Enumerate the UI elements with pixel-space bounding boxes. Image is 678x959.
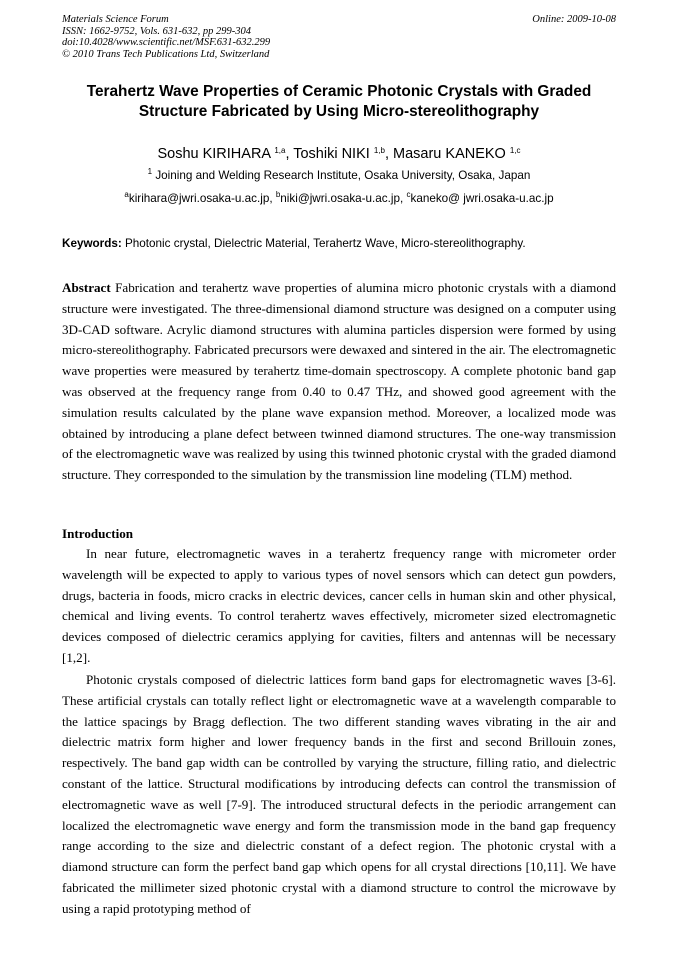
abstract-label: Abstract bbox=[62, 280, 111, 295]
journal-header bbox=[62, 14, 270, 60]
abstract-text: Fabrication and terahertz wave properties of alumina micro photonic crystals with a diamond structure were investigated. The three-dimensional diamond structure was designed on a computer using 3D-CAD software. Acrylic diamond structures with alumina particles dispersion were formed by using micro-stereolithography. Fabricated precursors were dewaxed and sintered in the air. The electromagnetic wave properties were measured by terahertz time-domain spectroscopy. A complete photonic band gap was observed at the frequency range from 0.40 to 0.47 THz, and showed good agreement with the simulation results calculated by the plane wave expansion method. Moreover, a localized mode was obtained by introducing a plane defect between twinned diamond structures. The one-way transmission of the electromagnetic wave was realized by using this twinned photonic crystal with the graded diamond structure. They corresponded to the simulation by the transmission line modeling (TLM) method. bbox=[62, 280, 616, 483]
email-mark: a bbox=[124, 190, 129, 199]
affiliation-mark: 1 bbox=[147, 167, 153, 176]
abstract bbox=[62, 278, 616, 486]
affiliation-text: Joining and Welding Research Institute, Osaka University, Osaka, Japan bbox=[155, 169, 531, 182]
author-affil-mark: 1,b bbox=[373, 146, 385, 155]
email-link[interactable]: niki@jwri.osaka-u.ac.jp, bbox=[280, 192, 404, 205]
author-affil-mark: 1,c bbox=[509, 146, 521, 155]
author-name: Toshiki NIKI bbox=[293, 146, 370, 162]
author-list: Soshu KIRIHARA $^{1,a}$, Toshiki NIKI $^{1,b}$, Masaru KANEKO $^{1,c}$ bbox=[157, 146, 521, 162]
online-date: Online: 2009-10-08 bbox=[532, 14, 616, 25]
keywords bbox=[62, 237, 616, 251]
affiliation bbox=[62, 169, 616, 183]
email-mark: b bbox=[275, 190, 281, 199]
email-mark: c bbox=[406, 190, 411, 199]
introduction-paragraph-2: Photonic crystals composed of dielectric lattices form band gaps for electromagnetic waves [3-6]. These artificial crystals can totally reflect light or electromagnetic wave at a wavelength comparable to the lattice spacings by Bragg deflection. The two different standing waves vibrating in the air and dielectric matrix form higher and lower frequency bands in the first and second Brillouin zones, respectively. The band gap width can be controlled by varying the structure, filling ratio, and dielectric constant of the lattice. Structural modifications by introducing defects can control the transmission of electromagnetic wave as well [7-9]. The introduced structural defects in the periodic arrangement can localized the electromagnetic wave energy and form the transmission mode in the band gap frequency range according to the size and dielectric constant of a defect region. The photonic crystal with a diamond structure can form the perfect band gap which opens for all crystal directions [10,11]. We have fabricated the millimeter sized photonic crystal with a diamond structure to control the microwave by using a rapid prototyping method of bbox=[62, 672, 616, 916]
author-affil-mark: 1,a bbox=[274, 146, 286, 155]
issn: ISSN: 1662-9752, Vols. 631-632, pp 299-304 bbox=[62, 25, 251, 37]
author-name: Soshu KIRIHARA bbox=[157, 146, 271, 162]
title-line-1: Terahertz Wave Properties of Ceramic Photonic Crystals with Graded bbox=[86, 83, 592, 100]
keywords-label: Keywords: bbox=[62, 237, 122, 250]
author-name: Masaru KANEKO bbox=[393, 146, 506, 162]
copyright: © 2010 Trans Tech Publications Ltd, Switzerland bbox=[62, 48, 270, 60]
email-link[interactable]: kirihara@jwri.osaka-u.ac.jp, bbox=[128, 192, 273, 205]
journal-name: Materials Science Forum bbox=[62, 14, 169, 25]
doi: doi:10.4028/www.scientific.net/MSF.631-632.299 bbox=[62, 37, 271, 48]
email-list bbox=[62, 192, 616, 206]
introduction-paragraph-1: In near future, electromagnetic waves in a terahertz frequency range with micrometer order wavelength will be expected to apply to various types of novel sensors which can detect gun powders, drugs, bacteria in foods, micro cracks in electric devices, cancer cells in human skin and other physical, chemical and living events. To control terahertz waves effectively, micrometer sized electromagnetic devices composed of dielectric ceramics applying for cavities, filters and antennas will be necessary [1,2]. bbox=[62, 546, 616, 665]
title-line-2: Structure Fabricated by Using Micro-stereolithography bbox=[138, 103, 540, 120]
introduction-heading: Introduction bbox=[62, 526, 134, 541]
keywords-text: Photonic crystal, Dielectric Material, Terahertz Wave, Micro-stereolithography. bbox=[125, 237, 526, 250]
paper-title bbox=[62, 82, 616, 122]
email-link[interactable]: kaneko@ jwri.osaka-u.ac.jp bbox=[410, 192, 554, 205]
